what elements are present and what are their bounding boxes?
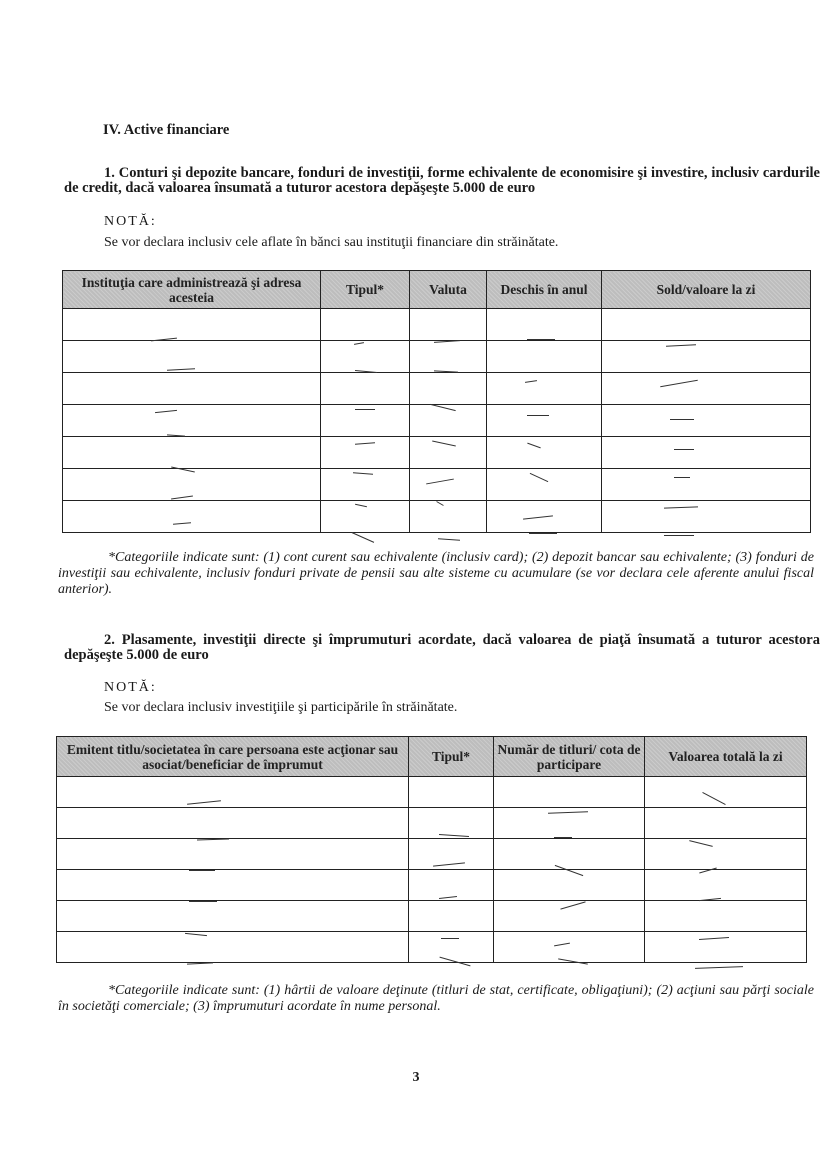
table-row [57, 932, 807, 963]
col-header-opened-year: Deschis în anul [487, 271, 602, 309]
bank-accounts-table [62, 270, 811, 533]
col-header-issuer: Emitent titlu/societatea în care persoana este acţionar sau asociat/beneficiar de împrumut [57, 737, 409, 777]
table-row [57, 808, 807, 839]
col-header-type: Tipul* [409, 737, 494, 777]
table-row [63, 373, 811, 405]
table-row [57, 777, 807, 808]
table-row [63, 469, 811, 501]
item1-footnote: *Categoriile indicate sunt: (1) cont curent sau echivalente (inclusiv card); (2) depozit bancar sau echivalente; (3) fonduri de investiţii sau echivalente, inclusiv fonduri private de pensii sau alte sisteme cu acumulare (se vor declara cele aferente anului fiscal anterior). [58, 550, 814, 597]
col-header-total-value: Valoarea totală la zi [645, 737, 807, 777]
item2-nota-text: Se vor declara inclusiv investiţiile şi participările în străinătate. [104, 700, 458, 715]
item1-title: 1. Conturi şi depozite bancare, fonduri de investiţii, forme echivalente de economisire şi investire, inclusiv cardurile de credit, dacă valoarea însumată a tuturor acestora depăşeşte 5.000 de euro [64, 165, 820, 196]
table-row [57, 839, 807, 870]
item2-title: 2. Plasamente, investiţii directe şi împrumuturi acordate, dacă valoarea de piaţă însumată a tuturor acestora depăşeşte 5.000 de euro [64, 632, 820, 663]
item1-nota-text: Se vor declara inclusiv cele aflate în bănci sau instituţii financiare din străinătate. [104, 235, 559, 250]
table-row [63, 341, 811, 373]
item1-nota-label: NOTĂ: [104, 214, 157, 229]
col-header-institution: Instituţia care administrează şi adresa acesteia [63, 271, 321, 309]
table-header-row [57, 737, 807, 777]
investments-table [56, 736, 807, 963]
col-header-shares: Număr de titluri/ cota de participare [494, 737, 645, 777]
col-header-balance: Sold/valoare la zi [602, 271, 811, 309]
table-header-row [63, 271, 811, 309]
table-row [57, 870, 807, 901]
col-header-currency: Valuta [410, 271, 487, 309]
page-number: 3 [412, 1070, 420, 1085]
table-row [57, 901, 807, 932]
section-title: IV. Active financiare [103, 122, 230, 138]
item2-footnote: *Categoriile indicate sunt: (1) hârtii de valoare deţinute (titluri de stat, certificate, obligaţiuni); (2) acţiuni sau părţi sociale în societăţi comerciale; (3) împrumuturi acordate în nume personal. [58, 983, 814, 1014]
table-row [63, 501, 811, 533]
table-row [63, 309, 811, 341]
col-header-type: Tipul* [321, 271, 410, 309]
item2-nota-label: NOTĂ: [104, 680, 157, 695]
